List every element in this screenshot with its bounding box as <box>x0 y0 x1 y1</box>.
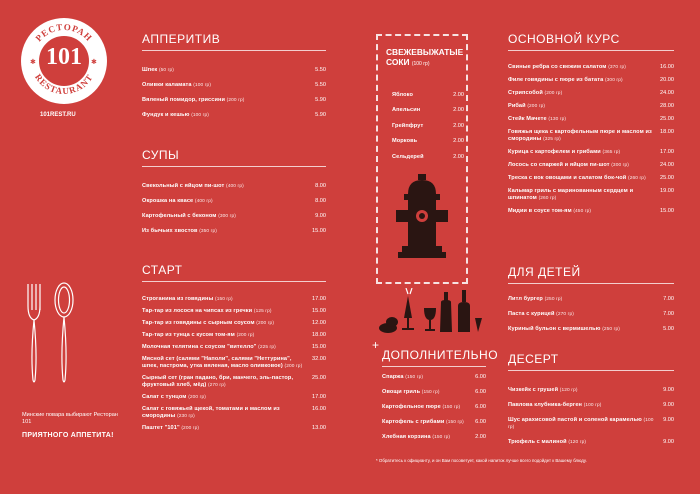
plus-icon: + <box>372 338 380 352</box>
juices-title-line2: СОКИ <box>386 56 410 67</box>
menu-item: Окрошка на квасе (400 гр) 8.00 <box>142 197 326 204</box>
juices-title-weight: (100 гр) <box>411 60 430 67</box>
menu-item: Морковь 2.00 <box>392 138 464 145</box>
juices-title <box>386 47 464 67</box>
website-text: 101REST.RU <box>40 112 76 118</box>
juices-list <box>392 92 464 161</box>
menu-item: Павлова клубника-берген (100 гр) 9.00 <box>508 401 674 408</box>
dessert-list <box>508 387 674 446</box>
soups-title: СУПЫ <box>142 148 180 162</box>
kids-list <box>508 296 674 333</box>
menu-item: Овощи гриль (150 гр) 6.00 <box>382 388 486 395</box>
extra-list <box>382 374 486 441</box>
main-title: ОСНОВНОЙ КУРС <box>508 32 620 46</box>
logo-top-text: РЕСТОРАН <box>33 21 95 44</box>
aperitif-list <box>142 67 326 119</box>
starters-divider <box>142 281 326 282</box>
logo-bottom-text: RESTAURANT <box>33 72 95 97</box>
main-divider <box>508 50 674 51</box>
menu-item: Свиные ребра со свежим салатом (370 гр) 16.00 <box>508 64 674 70</box>
footnote: * Обратитесь к официанту, и он Вам посоветует, какой напиток лучше всего подойдет к Вашему блюду. <box>376 458 587 463</box>
bottles-glasses-icon <box>378 288 488 336</box>
menu-item: Треска с вок овощами и салатом бок-чой (260 гр) 25.00 <box>508 174 674 181</box>
menu-item: Из бычьих хвостов (350 гр) 15.00 <box>142 227 326 234</box>
menu-item: Литл бургер (250 гр) 7.00 <box>508 296 674 302</box>
menu-item: Паста с курицей (270 гр) 7.00 <box>508 310 674 317</box>
menu-item: Картофельное пюре (150 гр) 6.00 <box>382 403 486 410</box>
svg-text:РЕСТОРАН <box>33 22 94 44</box>
menu-item: Яблоко 2.00 <box>392 92 464 98</box>
starters-list <box>142 296 326 432</box>
juices-title-line1: СВЕЖЕВЫЖАТЫЕ <box>386 47 464 57</box>
logo-number: 101 <box>46 44 82 70</box>
menu-item: Мидии в соусе том-ям (450 гр) 15.00 <box>508 207 674 214</box>
menu-item: Кальмар гриль с маринованным сердцем и шпинатом (260 гр) 19.00 <box>508 187 674 201</box>
menu-item: Грейпфрут 2.00 <box>392 122 464 129</box>
menu-item: Сырный сет (гран падано, бри, манчего, эль-пастор, фруктовый хлеб, мёд) (270 гр) 25.00 <box>142 374 326 388</box>
menu-item: Тар-тар из лосося на чипсах из гречки (125 гр) 15.00 <box>142 307 326 314</box>
kids-title: ДЛЯ ДЕТЕЙ <box>508 265 581 279</box>
menu-item: Шпек (50 гр) 5.50 <box>142 67 326 73</box>
menu-item: Мясной сет (салями "Наполи", салями "Неттурина", шпек, пастрома, утка вяленая, масло оливковое) (200 гр) 32.00 <box>142 355 326 369</box>
menu-item: Куриный бульон с вермишелью (250 гр) 5.00 <box>508 325 674 332</box>
menu-item: Фундук и кешью (100 гр) 5.90 <box>142 111 326 118</box>
sidebar-note: Минские повара выбирают Ресторан 101 <box>22 412 118 426</box>
soups-divider <box>142 166 326 167</box>
extra-title: ДОПОЛНИТЕЛЬНО <box>382 348 499 362</box>
menu-item: Вяленый помидор, гриссини (200 гр) 5.90 <box>142 96 326 103</box>
aperitif-title: АППЕРИТИВ <box>142 32 221 46</box>
menu-item: Курица с картофелем и грибами (365 гр) 17.00 <box>508 148 674 155</box>
main-list <box>508 64 674 215</box>
menu-item: Сельдерей 2.00 <box>392 153 464 160</box>
menu-item: Паштет "101" (200 гр) 13.00 <box>142 424 326 431</box>
menu-item: Стрипсобой (200 гр) 24.00 <box>508 89 674 96</box>
menu-item: Рибай (200 гр) 28.00 <box>508 102 674 109</box>
menu-item: Салат с говяжьей щекой, томатами и маслом из смородины (230 гр) 16.00 <box>142 405 326 419</box>
menu-item: Чизкейк с грушей (120 гр) 9.00 <box>508 387 674 393</box>
menu-item: Стейк Мачете (130 гр) 25.00 <box>508 115 674 122</box>
logo-star-left-icon: ✱ <box>30 59 36 66</box>
menu-item: Строганина из говядины (150 гр) 17.00 <box>142 296 326 302</box>
kids-divider <box>508 283 674 284</box>
menu-item: Говяжья щека с картофельным пюре и маслом из смородины (325 гр) 18.00 <box>508 128 674 142</box>
soups-list <box>142 183 326 235</box>
dessert-title: ДЕСЕРТ <box>508 352 559 366</box>
extra-divider <box>382 366 486 367</box>
menu-item: Спаржа (150 гр) 6.00 <box>382 374 486 380</box>
menu-item: Шуc арахисовой пастой и соленой карамелью (100 гр) 9.00 <box>508 416 674 430</box>
menu-item: Свекольный с яйцом пи-шот (400 гр) 8.00 <box>142 183 326 189</box>
menu-item: Оливки каламата (100 гр) 5.50 <box>142 81 326 88</box>
menu-item: Тар-тар из говядины с сырным соусом (200 гр) 12.00 <box>142 319 326 326</box>
starters-title: СТАРТ <box>142 263 183 277</box>
dessert-divider <box>508 370 674 371</box>
menu-item: Тар-тар из тунца с кусом том-ям (200 гр) 18.00 <box>142 331 326 338</box>
menu-item: Салат с тунцом (200 гр) 17.00 <box>142 393 326 400</box>
menu-item: Хлебная корзина (150 гр) 2.00 <box>382 433 486 440</box>
menu-item: Апельсин 2.00 <box>392 107 464 114</box>
menu-item: Филе говядины с пюре из батата (300 гр) 20.00 <box>508 76 674 83</box>
menu-item: Картофельный с беконом (300 гр) 9.00 <box>142 212 326 219</box>
menu-item: Картофель с грибами (150 гр) 6.00 <box>382 418 486 425</box>
sidebar-wish: ПРИЯТНОГО АППЕТИТА! <box>22 432 114 439</box>
aperitif-divider <box>142 50 326 51</box>
logo-star-right-icon: ✱ <box>91 59 97 66</box>
cutlery-illustration <box>22 280 82 385</box>
menu-item: Лосось со спаржей и яйцом пи-шот (300 гр) 24.00 <box>508 161 674 168</box>
hydrant-icon <box>394 172 450 264</box>
menu-item: Молочная телятина с соусом "вителло" (225 гр) 15.00 <box>142 343 326 350</box>
menu-item: Трюфель с малиной (120 гр) 9.00 <box>508 438 674 445</box>
svg-text:RESTAURANT <box>33 72 95 96</box>
